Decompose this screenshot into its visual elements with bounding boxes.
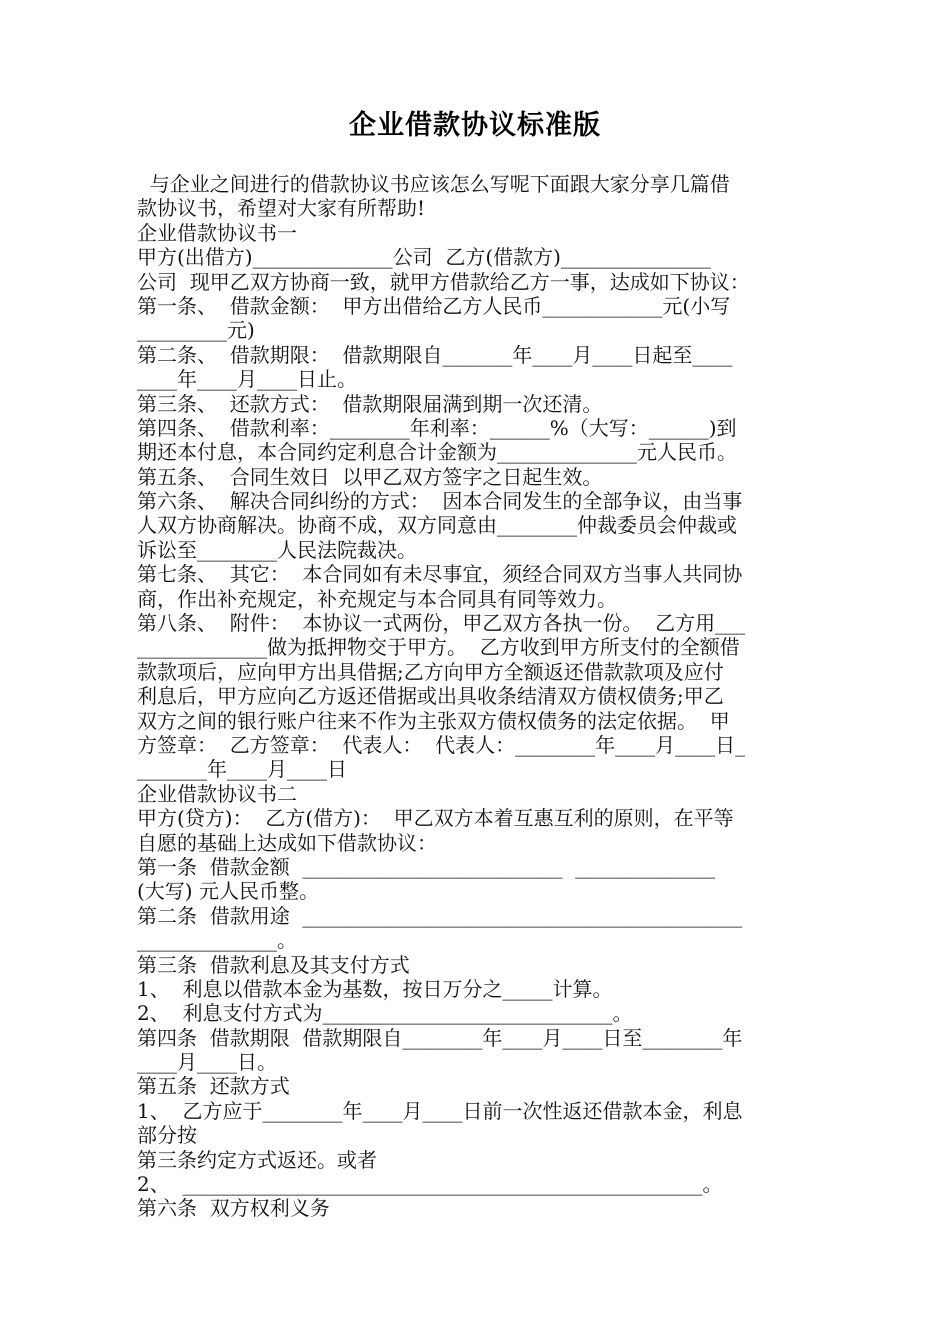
- document-line: 第三条、 还款方式： 借款期限届满到期一次还清。: [137, 391, 603, 416]
- document-line: 方签章： 乙方签章： 代表人： 代表人：________年____月____日_: [137, 732, 746, 757]
- document-line: 2、 利息支付方式为_____________________________。: [137, 1001, 633, 1026]
- document-line: 人双方协商解决。协商不成，双方同意由________仲裁委员会仲裁或: [137, 513, 737, 538]
- document-line: 第四条 借款期限 借款期限自________年____月____日至________年: [137, 1025, 743, 1050]
- document-line: 第七条、 其它： 本合同如有未尽事宜，须经合同双方当事人共同协: [137, 562, 743, 587]
- document-line: 自愿的基础上达成如下借款协议：: [137, 830, 437, 855]
- document-line: 甲方(贷方)： 乙方(借方)： 甲乙双方本着互惠互利的原则，在平等: [137, 806, 734, 831]
- document-line: (大写) 元人民币整。: [137, 879, 319, 904]
- document-line: 双方之间的银行账户往来不作为主张双方债权债务的法定依据。 甲: [137, 708, 730, 733]
- document-title: 企业借款协议标准版: [349, 110, 601, 141]
- document-line: 第二条、 借款期限： 借款期限自_______年____月____日起至____: [137, 342, 733, 367]
- document-line: 第八条、 附件： 本协议一式两份，甲乙双方各执一份。 乙方用___: [137, 611, 746, 636]
- document-line: 第二条 借款用途 ____________________________________________: [137, 903, 743, 928]
- document-line: 第六条、 解决合同纠纷的方式： 因本合同发生的全部争议，由当事: [137, 489, 743, 514]
- document-line: 第一条、 借款金额： 甲方出借给乙方人民币____________元(小写: [137, 293, 731, 318]
- document-line: 款协议书，希望对大家有所帮助!: [137, 196, 426, 221]
- document-line: 1、 乙方应于________年____月____日前一次性返还借款本金，利息: [137, 1098, 743, 1123]
- document-line: 企业借款协议书一: [137, 220, 297, 245]
- document-line: 企业借款协议书二: [137, 781, 297, 806]
- document-line: ______________。: [137, 928, 297, 953]
- document-line: 诉讼至________人民法院裁决。: [137, 537, 417, 562]
- document-line: 与企业之间进行的借款协议书应该怎么写呢下面跟大家分享几篇借: [137, 172, 730, 196]
- document-line: _______年____月____日: [137, 757, 347, 782]
- document-line: 利息后，甲方应向乙方返还借据或出具收条结清双方债权债务;甲乙: [137, 684, 724, 709]
- document-line: 公司 现甲乙双方协商一致，就甲方借款给乙方一事，达成如下协议：: [137, 269, 750, 294]
- document-body: [137, 172, 817, 1221]
- document-line: 第四条、 借款利率：________年利率：______%（大写：______)到: [137, 415, 737, 440]
- document-line: 2、 ____________________________________________________。: [137, 1172, 723, 1197]
- document-line: 商，作出补充规定，补充规定与本合同具有同等效力。: [137, 586, 617, 611]
- document-line: 甲方(出借方)______________公司 乙方(借款方)_______________: [137, 245, 711, 270]
- document-line: 第一条 借款金额 __________________________ ______________: [137, 854, 716, 879]
- document-line: 款款项后，应向甲方出具借据;乙方向甲方全额返还借款款项及应付: [137, 659, 724, 684]
- document-line: 第三条约定方式返还。或者: [137, 1147, 377, 1172]
- document-line: 期还本付息，本合同约定利息合计金额为______________元人民币。: [137, 440, 737, 465]
- document-line: ____月____日。: [137, 1050, 277, 1075]
- document-line: 部分按: [137, 1123, 197, 1148]
- document-line: 第六条 双方权利义务: [137, 1196, 330, 1221]
- document-line: 第三条 借款利息及其支付方式: [137, 952, 410, 977]
- document-line: ____年____月____日止。: [137, 367, 357, 392]
- document-line: 第五条、 合同生效日 以甲乙双方签字之日起生效。: [137, 464, 603, 489]
- document-line: _________元): [137, 318, 255, 343]
- document-line: 1、 利息以借款本金为基数，按日万分之_____计算。: [137, 976, 613, 1001]
- document-line: _____________做为抵押物交于甲方。 乙方收到甲方所支付的全额借: [137, 635, 740, 660]
- document-line: 第五条 还款方式: [137, 1074, 290, 1099]
